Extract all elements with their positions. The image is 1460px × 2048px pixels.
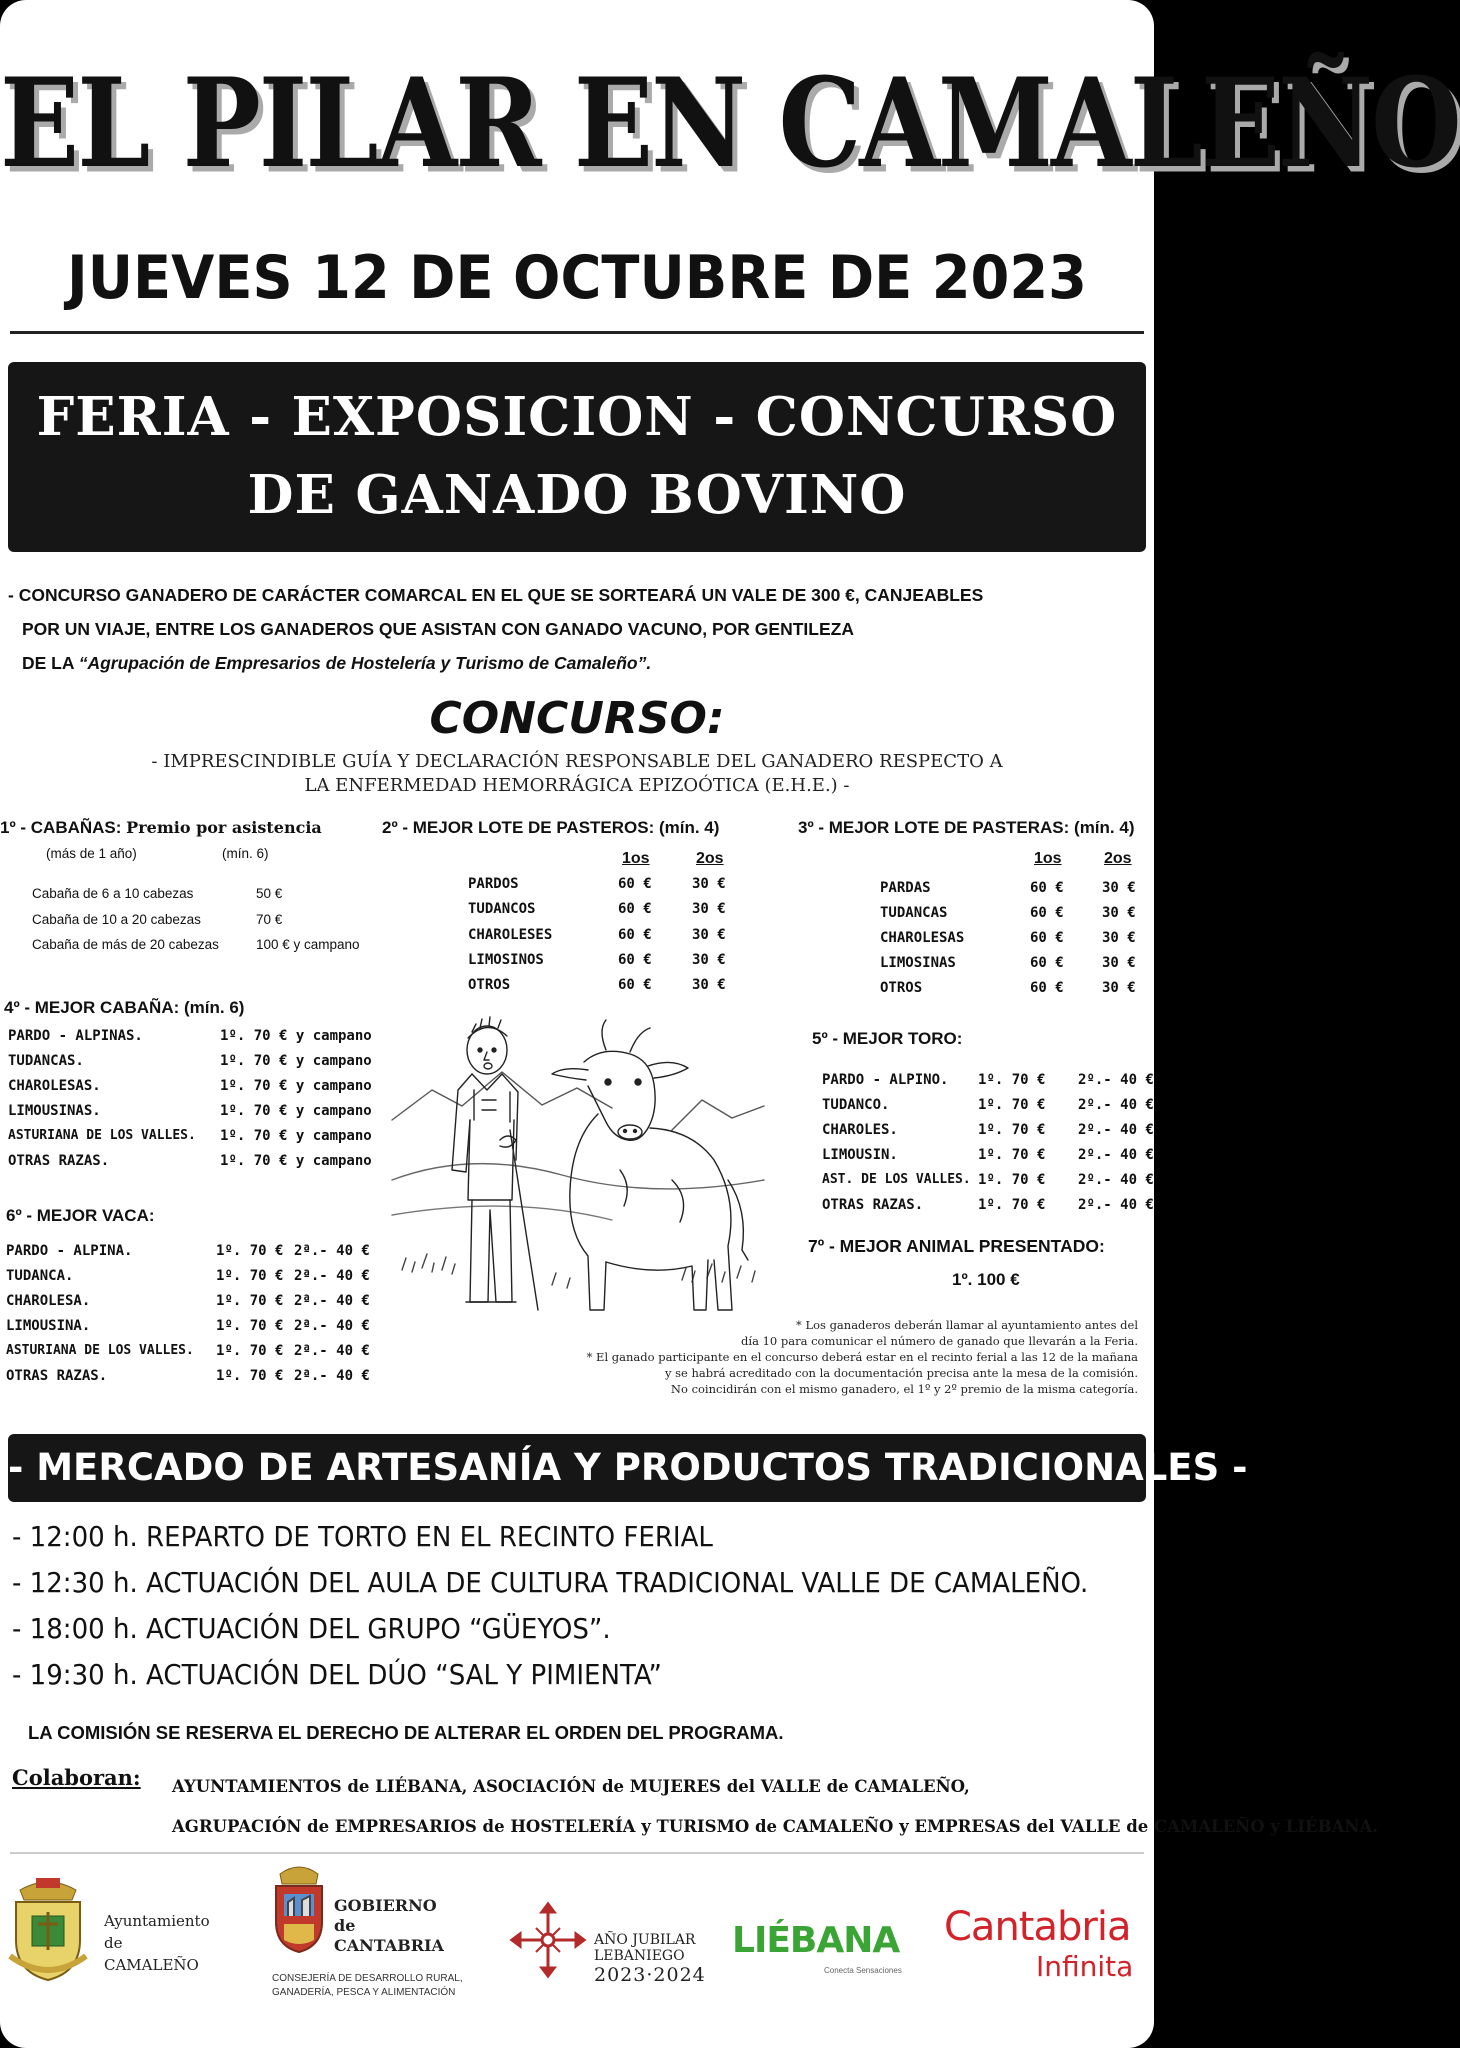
footnote-line: * El ganado participante en el concurso deberá estar en el recinto ferial a las 12 de la mañana — [586, 1350, 1138, 1364]
cantabria-government-shield-icon — [270, 1862, 328, 1954]
mejor-vaca-first: 1º. 70 € — [216, 1368, 284, 1384]
mejor-vaca-second: 2ª.- 40 € — [294, 1243, 370, 1259]
requirement-note — [0, 750, 1154, 798]
intro-line-2: POR UN VIAJE, ENTRE LOS GANADEROS QUE ASISTAN CON GANADO VACUNO, POR GENTILEZA — [22, 619, 854, 639]
pasteros-col-first: 1os — [622, 850, 650, 867]
mercado-banner: - MERCADO DE ARTESANÍA Y PRODUCTOS TRADICIONALES - — [8, 1434, 1146, 1502]
pasteros-col-second: 2os — [696, 850, 724, 867]
cabanas-row-label: Cabaña de 6 a 10 cabezas — [32, 886, 194, 901]
jubilar-line-2: LEBANIEGO — [594, 1948, 685, 1964]
mejor-vaca-first: 1º. 70 € — [216, 1268, 284, 1284]
ayuntamiento-line-3: CAMALEÑO — [104, 1956, 199, 1974]
colaboran-list — [172, 1767, 1378, 1847]
mejor-cabana-label: ASTURIANA DE LOS VALLES. — [8, 1128, 196, 1143]
consejeria-line-1: CONSEJERÍA DE DESARROLLO RURAL, — [272, 1973, 463, 1984]
ayuntamiento-logo-text — [104, 1910, 210, 1976]
mejor-vaca-second: 2ª.- 40 € — [294, 1343, 370, 1359]
pasteros-row-label: OTROS — [468, 977, 511, 993]
pasteros-row-first: 60 € — [618, 977, 652, 993]
banner-line-2: DE GANADO BOVINO — [247, 464, 907, 526]
intro-line-3-prefix: DE LA — [22, 653, 79, 673]
pasteras-row-first: 60 € — [1030, 880, 1064, 896]
mejor-vaca-second: 2ª.- 40 € — [294, 1318, 370, 1334]
jubilar-years: 2023·2024 — [594, 1964, 706, 1986]
footer-divider — [10, 1852, 1144, 1854]
gobierno-line-3: CANTABRIA — [334, 1936, 444, 1955]
pasteros-row-label: LIMOSINOS — [468, 952, 544, 968]
pasteras-row-second: 30 € — [1102, 980, 1136, 996]
cabanas-row-value: 50 € — [256, 886, 283, 901]
pasteros-row-label: CHAROLESES — [468, 927, 553, 943]
mejor-vaca-second: 2ª.- 40 € — [294, 1368, 370, 1384]
consejeria-line-2: GANADERÍA, PESCA Y ALIMENTACIÓN — [272, 1987, 456, 1998]
mejor-toro-first: 1º. 70 € — [978, 1097, 1046, 1113]
footnote-line: No coincidirán con el mismo ganadero, el 1º y 2º premio de la misma categoría. — [670, 1382, 1138, 1396]
mejor-cabana-title: 4º - MEJOR CABAÑA: (mín. 6) — [4, 998, 245, 1017]
mejor-vaca-label: ASTURIANA DE LOS VALLES. — [6, 1343, 194, 1358]
pasteras-row-label: TUDANCAS — [880, 905, 948, 921]
pasteros-row-first: 60 € — [618, 876, 652, 892]
mejor-toro-second: 2º.- 40 € — [1078, 1072, 1154, 1088]
footnote-line: y se habrá acreditado con la documentación precisa ante la mesa de la comisión. — [664, 1366, 1138, 1380]
mejor-cabana-label: OTRAS RAZAS. — [8, 1153, 110, 1169]
pasteras-row-first: 60 € — [1030, 955, 1064, 971]
footnote-line: día 10 para comunicar el número de ganado que llevarán a la Feria. — [741, 1334, 1138, 1348]
mejor-toro-title: 5º - MEJOR TORO: — [812, 1029, 963, 1048]
pasteros-row-second: 30 € — [692, 952, 726, 968]
cabanas-note-min: (mín. 6) — [222, 846, 269, 861]
ayuntamiento-line-1: Ayuntamiento — [104, 1912, 210, 1930]
consejeria-text — [272, 1972, 463, 2000]
mejor-cabana-label: PARDO - ALPINAS. — [8, 1028, 143, 1044]
event-date: JUEVES 12 DE OCTUBRE DE 2023 — [66, 243, 1088, 313]
mejor-cabana-value: 1º. 70 € y campano — [220, 1078, 372, 1094]
comision-notice: LA COMISIÓN SE RESERVA EL DERECHO DE ALTERAR EL ORDEN DEL PROGRAMA. — [28, 1722, 784, 1743]
pasteros-row-label: TUDANCOS — [468, 901, 536, 917]
cabanas-row-label: Cabaña de 10 a 20 cabezas — [32, 912, 201, 927]
intro-line-1: - CONCURSO GANADERO DE CARÁCTER COMARCAL EN EL QUE SE SORTEARÁ UN VALE DE 300 €, CANJEABLES — [8, 585, 984, 605]
poster-title: EL PILAR EN CAMALEÑO — [0, 50, 1460, 196]
intro-line-3 — [8, 646, 1148, 680]
pasteras-row-label: PARDAS — [880, 880, 931, 896]
cabanas-title: 1º - CABAÑAS: — [0, 818, 122, 837]
mejor-cabana-label: CHAROLESAS. — [8, 1078, 101, 1094]
pasteras-row-first: 60 € — [1030, 930, 1064, 946]
mejor-vaca-first: 1º. 70 € — [216, 1318, 284, 1334]
colaboran-label: Colaboran: — [12, 1765, 141, 1790]
colaboran-line-2: AGRUPACIÓN de EMPRESARIOS de HOSTELERÍA y TURISMO de CAMALEÑO y EMPRESAS del VALLE de CAMALEÑO y LIÉBANA. — [172, 1817, 1379, 1836]
schedule-item: - 18:00 h. ACTUACIÓN DEL GRUPO “GÜEYOS”. — [12, 1612, 611, 1645]
mejor-toro-second: 2º.- 40 € — [1078, 1197, 1154, 1213]
mejor-toro-second: 2º.- 40 € — [1078, 1122, 1154, 1138]
cantabria-infinita-logo: Cantabria — [944, 1904, 1131, 1950]
pasteros-title: 2º - MEJOR LOTE DE PASTEROS: (mín. 4) — [382, 818, 720, 837]
jubilar-logo-text — [594, 1932, 706, 1986]
mejor-toro-first: 1º. 70 € — [978, 1197, 1046, 1213]
intro-sponsor: “Agrupación de Empresarios de Hostelería y Turismo de Camaleño”. — [78, 653, 652, 673]
mejor-cabana-value: 1º. 70 € y campano — [220, 1153, 372, 1169]
mejor-vaca-first: 1º. 70 € — [216, 1243, 284, 1259]
mejor-toro-first: 1º. 70 € — [978, 1147, 1046, 1163]
mejor-toro-label: CHAROLES. — [822, 1122, 898, 1138]
mejor-cabana-value: 1º. 70 € y campano — [220, 1128, 372, 1144]
mejor-toro-label: TUDANCO. — [822, 1097, 890, 1113]
mejor-vaca-label: TUDANCA. — [6, 1268, 74, 1284]
mejor-toro-label: PARDO - ALPINO. — [822, 1072, 949, 1088]
mejor-toro-label: OTRAS RAZAS. — [822, 1197, 924, 1213]
pasteras-row-first: 60 € — [1030, 905, 1064, 921]
requirement-line-1: - IMPRESCINDIBLE GUÍA Y DECLARACIÓN RESPONSABLE DEL GANADERO RESPECTO A — [151, 751, 1003, 772]
cabanas-row-label: Cabaña de más de 20 cabezas — [32, 937, 219, 952]
pasteras-col-second: 2os — [1104, 850, 1132, 867]
pasteras-row-second: 30 € — [1102, 955, 1136, 971]
liebana-logo: LIÉBANA — [732, 1920, 900, 1961]
pasteras-row-second: 30 € — [1102, 880, 1136, 896]
footnotes — [498, 1317, 1138, 1397]
mejor-animal-title: 7º - MEJOR ANIMAL PRESENTADO: — [808, 1236, 1105, 1256]
pasteros-row-first: 60 € — [618, 952, 652, 968]
farmer-cow-illustration — [392, 1010, 764, 1315]
mejor-vaca-label: OTRAS RAZAS. — [6, 1368, 108, 1384]
banner-line-1: FERIA - EXPOSICION - CONCURSO — [36, 386, 1118, 448]
pasteras-row-label: OTROS — [880, 980, 923, 996]
gobierno-line-1: GOBIERNO — [334, 1896, 437, 1915]
pasteros-row-second: 30 € — [692, 977, 726, 993]
ayuntamiento-line-2: de — [104, 1934, 123, 1952]
pasteras-row-label: CHAROLESAS — [880, 930, 965, 946]
mejor-toro-first: 1º. 70 € — [978, 1072, 1046, 1088]
pasteros-row-second: 30 € — [692, 901, 726, 917]
mejor-vaca-first: 1º. 70 € — [216, 1293, 284, 1309]
mejor-toro-second: 2º.- 40 € — [1078, 1097, 1154, 1113]
mejor-toro-label: AST. DE LOS VALLES. — [822, 1172, 971, 1187]
gobierno-line-2: de — [334, 1916, 356, 1935]
camaleno-coat-of-arms-icon — [6, 1876, 90, 1984]
colaboran-line-1: AYUNTAMIENTOS de LIÉBANA, ASOCIACIÓN de MUJERES del VALLE de CAMALEÑO, — [172, 1777, 970, 1796]
mejor-vaca-second: 2ª.- 40 € — [294, 1293, 370, 1309]
divider — [10, 331, 1144, 334]
mejor-cabana-label: TUDANCAS. — [8, 1053, 84, 1069]
schedule-item: - 12:30 h. ACTUACIÓN DEL AULA DE CULTURA TRADICIONAL VALLE DE CAMALEÑO. — [12, 1566, 1089, 1599]
gobierno-logo-text — [334, 1896, 444, 1956]
mejor-vaca-label: CHAROLESA. — [6, 1293, 91, 1309]
pasteras-title: 3º - MEJOR LOTE DE PASTERAS: (mín. 4) — [798, 818, 1135, 837]
mejor-vaca-title: 6º - MEJOR VACA: — [6, 1206, 155, 1225]
cabanas-section — [0, 818, 322, 838]
footnote-line: * Los ganaderos deberán llamar al ayuntamiento antes del — [796, 1318, 1138, 1332]
mejor-toro-second: 2º.- 40 € — [1078, 1172, 1154, 1188]
mejor-cabana-value: 1º. 70 € y campano — [220, 1103, 372, 1119]
mejor-toro-first: 1º. 70 € — [978, 1122, 1046, 1138]
concurso-heading: CONCURSO: — [429, 693, 725, 744]
cabanas-row-value: 70 € — [256, 912, 283, 927]
pasteras-row-second: 30 € — [1102, 905, 1136, 921]
mejor-cabana-label: LIMOUSINAS. — [8, 1103, 101, 1119]
schedule-list — [12, 1514, 1169, 1698]
pasteras-row-label: LIMOSINAS — [880, 955, 956, 971]
cabanas-subtitle: Premio por asistencia — [126, 818, 322, 837]
liebana-tagline: Conecta Sensaciones — [824, 1966, 902, 1975]
pasteras-row-second: 30 € — [1102, 930, 1136, 946]
mejor-toro-second: 2º.- 40 € — [1078, 1147, 1154, 1163]
pasteros-row-second: 30 € — [692, 927, 726, 943]
mejor-toro-label: LIMOUSIN. — [822, 1147, 898, 1163]
mejor-vaca-label: PARDO - ALPINA. — [6, 1243, 133, 1259]
mejor-toro-first: 1º. 70 € — [978, 1172, 1046, 1188]
mejor-cabana-value: 1º. 70 € y campano — [220, 1028, 372, 1044]
pasteros-row-second: 30 € — [692, 876, 726, 892]
schedule-item: - 12:00 h. REPARTO DE TORTO EN EL RECINTO FERIAL — [12, 1520, 713, 1553]
event-banner — [8, 362, 1146, 552]
mejor-cabana-value: 1º. 70 € y campano — [220, 1053, 372, 1069]
intro-text — [8, 578, 1148, 680]
mejor-vaca-label: LIMOUSINA. — [6, 1318, 91, 1334]
mejor-animal-value: 1º. 100 € — [952, 1270, 1020, 1289]
cantabria-infinita-sub: Infinita — [1036, 1950, 1134, 1983]
cabanas-note-age: (más de 1 año) — [46, 846, 137, 861]
mejor-vaca-first: 1º. 70 € — [216, 1343, 284, 1359]
schedule-item: - 19:30 h. ACTUACIÓN DEL DÚO “SAL Y PIMIENTA” — [12, 1658, 662, 1691]
pasteros-row-first: 60 € — [618, 927, 652, 943]
pasteros-row-label: PARDOS — [468, 876, 519, 892]
mejor-vaca-second: 2ª.- 40 € — [294, 1268, 370, 1284]
pasteros-row-first: 60 € — [618, 901, 652, 917]
pasteras-row-first: 60 € — [1030, 980, 1064, 996]
jubilar-line-1: AÑO JUBILAR — [594, 1932, 696, 1948]
pasteras-col-first: 1os — [1034, 850, 1062, 867]
jubilee-cross-icon — [508, 1900, 588, 1980]
requirement-line-2: LA ENFERMEDAD HEMORRÁGICA EPIZOÓTICA (E.H.E.) - — [304, 775, 850, 796]
cabanas-row-value: 100 € y campano — [256, 937, 360, 952]
